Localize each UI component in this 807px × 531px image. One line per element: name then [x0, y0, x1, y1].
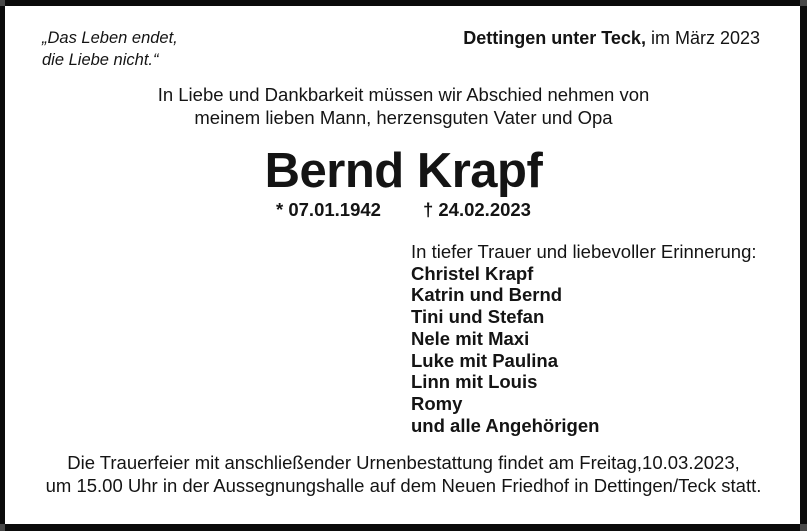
mourner-name: Luke mit Paulina	[411, 349, 559, 371]
mourner-name: Tini und Stefan	[411, 306, 545, 328]
mourners-list	[411, 241, 757, 436]
mourner-name: Katrin und Bernd	[411, 284, 563, 306]
mourner-name: Linn mit Louis	[411, 371, 538, 393]
funeral-line-1: Die Trauerfeier mit anschließender Urnenbestattung findet am Freitag,10.03.2023,	[67, 452, 740, 473]
death-date: † 24.02.2023	[422, 199, 531, 220]
intro-line-2: meinem lieben Mann, herzensguten Vater und Opa	[194, 107, 613, 128]
frame-corner-bottom-right	[800, 524, 807, 531]
life-dates	[0, 199, 807, 221]
motto-line-1: „Das Leben endet,	[42, 29, 178, 47]
deceased-name: Bernd Krapf	[264, 144, 543, 198]
frame-border-top	[0, 0, 807, 6]
motto-quote	[42, 27, 178, 71]
intro-text	[0, 83, 807, 129]
motto-line-2: die Liebe nicht.“	[42, 51, 159, 69]
mourner-name: Nele mit Maxi	[411, 327, 530, 349]
mourner-name: Romy	[411, 392, 463, 414]
frame-corner-bottom-left	[0, 524, 5, 531]
dateline-date: im März 2023	[645, 28, 760, 48]
mourner-name: Christel Krapf	[411, 262, 534, 284]
dateline-place: Dettingen unter Teck,	[463, 28, 646, 48]
dateline	[463, 28, 760, 49]
frame-corner-top-right	[800, 0, 807, 6]
mourner-name: und alle Angehörigen	[411, 414, 600, 436]
mourners-heading: In tiefer Trauer und liebevoller Erinnerung:	[411, 241, 757, 262]
frame-corner-top-left	[0, 0, 5, 6]
intro-line-1: In Liebe und Dankbarkeit müssen wir Abschied nehmen von	[157, 84, 650, 105]
frame-border-bottom	[0, 524, 807, 531]
funeral-details	[0, 451, 807, 497]
funeral-line-2: um 15.00 Uhr in der Aussegnungshalle auf dem Neuen Friedhof in Dettingen/Teck statt.	[45, 475, 762, 496]
birth-date: * 07.01.1942	[276, 199, 381, 220]
